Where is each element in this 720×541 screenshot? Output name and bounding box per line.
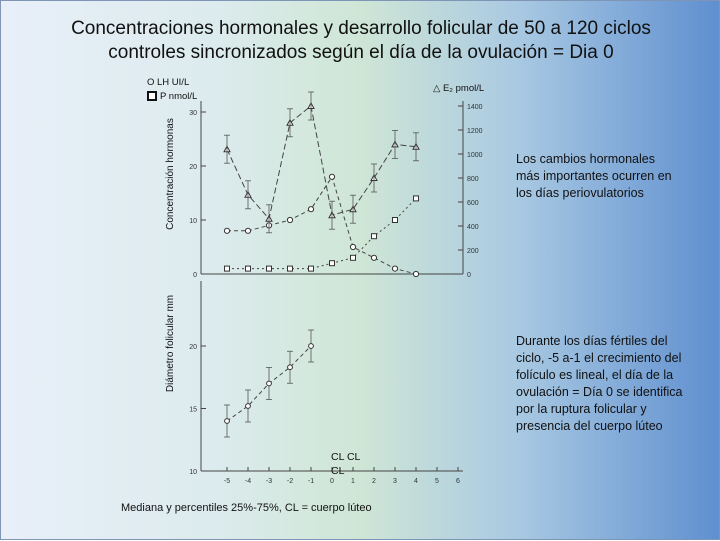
- hormone-left-tick-label: 30: [189, 110, 197, 117]
- lh-point: [224, 228, 229, 233]
- legend-lh: O LH UI/L: [147, 77, 190, 88]
- series-p-line: [227, 198, 416, 268]
- hormone-right-tick-label: 1000: [467, 152, 483, 159]
- p-point: [246, 266, 251, 271]
- p-point: [393, 218, 398, 223]
- hormone-right-tick-label: 1200: [467, 128, 483, 135]
- lh-point: [308, 207, 313, 212]
- cl-annotation-1: CL CL: [331, 451, 361, 463]
- lh-point: [413, 271, 418, 276]
- p-point: [267, 266, 272, 271]
- hormone-right-tick-label: 0: [467, 272, 471, 279]
- follicle-y-axis-label: Diámetro folicular mm: [165, 294, 176, 393]
- p-point: [288, 266, 293, 271]
- follicle-x-tick-label: 5: [435, 478, 439, 485]
- note-hormonal-changes: Los cambios hormonales más importantes ocurren en los días periovulatorios: [516, 152, 672, 200]
- follicle-point: [309, 344, 314, 349]
- title-line-2: controles sincronizados según el día de la ovulación = Dia 0: [108, 42, 614, 63]
- follicle-y-tick-label: 20: [189, 344, 197, 351]
- lh-point: [371, 255, 376, 260]
- follicle-point: [267, 381, 272, 386]
- cl-annotation-2: CL: [331, 465, 345, 477]
- hormones-y-axis-label: Concentración hormonas: [165, 118, 176, 230]
- hormone-left-tick-label: 10: [189, 218, 197, 225]
- follicle-chart: [189, 281, 463, 485]
- hormone-right-tick-label: 400: [467, 224, 479, 231]
- lh-point: [245, 228, 250, 233]
- legend-p-label: P nmol/L: [160, 91, 198, 102]
- hormone-right-tick-label: 600: [467, 200, 479, 207]
- follicle-x-tick-label: -2: [286, 478, 294, 485]
- p-point: [351, 255, 356, 260]
- chart-svg: [1, 1, 720, 541]
- hormone-right-tick-label: 800: [467, 176, 479, 183]
- follicle-x-tick-label: -3: [265, 478, 273, 485]
- follicle-x-tick-label: 3: [393, 478, 397, 485]
- follicle-point: [288, 365, 293, 370]
- follicle-x-tick-label: -1: [307, 478, 315, 485]
- hormone-right-tick-label: 200: [467, 248, 479, 255]
- lh-point: [329, 174, 334, 179]
- follicle-x-tick-label: -5: [223, 478, 231, 485]
- hormone-left-tick-label: 0: [193, 272, 197, 279]
- follicle-y-tick-label: 15: [189, 406, 197, 414]
- legend-e2-label: E₂ pmol/L: [442, 83, 485, 94]
- note-fertile-days: Durante los días fértiles del ciclo, -5 a-1 el crecimiento del folículo es lineal, el día de la ovulación = Día 0 se identifica por la ruptura folicular y presencia del cuerpo lúteo: [516, 334, 683, 433]
- hormone-left-tick-label: 20: [189, 164, 197, 171]
- follicle-point: [225, 419, 230, 424]
- lh-point: [392, 266, 397, 271]
- follicle-x-tick-label: 0: [330, 478, 334, 485]
- follicle-x-tick-label: 2: [372, 478, 376, 485]
- p-point: [309, 266, 314, 271]
- p-point: [330, 261, 335, 266]
- follicle-point: [246, 404, 251, 409]
- follicle-y-tick-label: 10: [189, 469, 197, 476]
- series-e2-line: [227, 106, 416, 219]
- p-point: [225, 266, 230, 271]
- lh-point: [350, 244, 355, 249]
- title-line-1: Concentraciones hormonales y desarrollo folicular de 50 a 120 ciclos: [71, 18, 651, 39]
- lh-point: [287, 217, 292, 222]
- p-point: [372, 234, 377, 239]
- follicle-x-tick-label: 4: [414, 478, 418, 485]
- series-lh-line: [227, 177, 416, 274]
- p-point: [414, 196, 419, 201]
- follicle-x-tick-label: 1: [351, 478, 355, 485]
- footnote: Mediana y percentiles 25%-75%, CL = cuerpo lúteo: [121, 502, 372, 514]
- triangle-icon: △: [433, 83, 441, 94]
- hormone-chart: [189, 92, 482, 279]
- follicle-x-tick-label: 6: [456, 478, 460, 485]
- hormone-right-tick-label: 1400: [467, 104, 483, 111]
- follicle-x-tick-label: -4: [244, 478, 252, 485]
